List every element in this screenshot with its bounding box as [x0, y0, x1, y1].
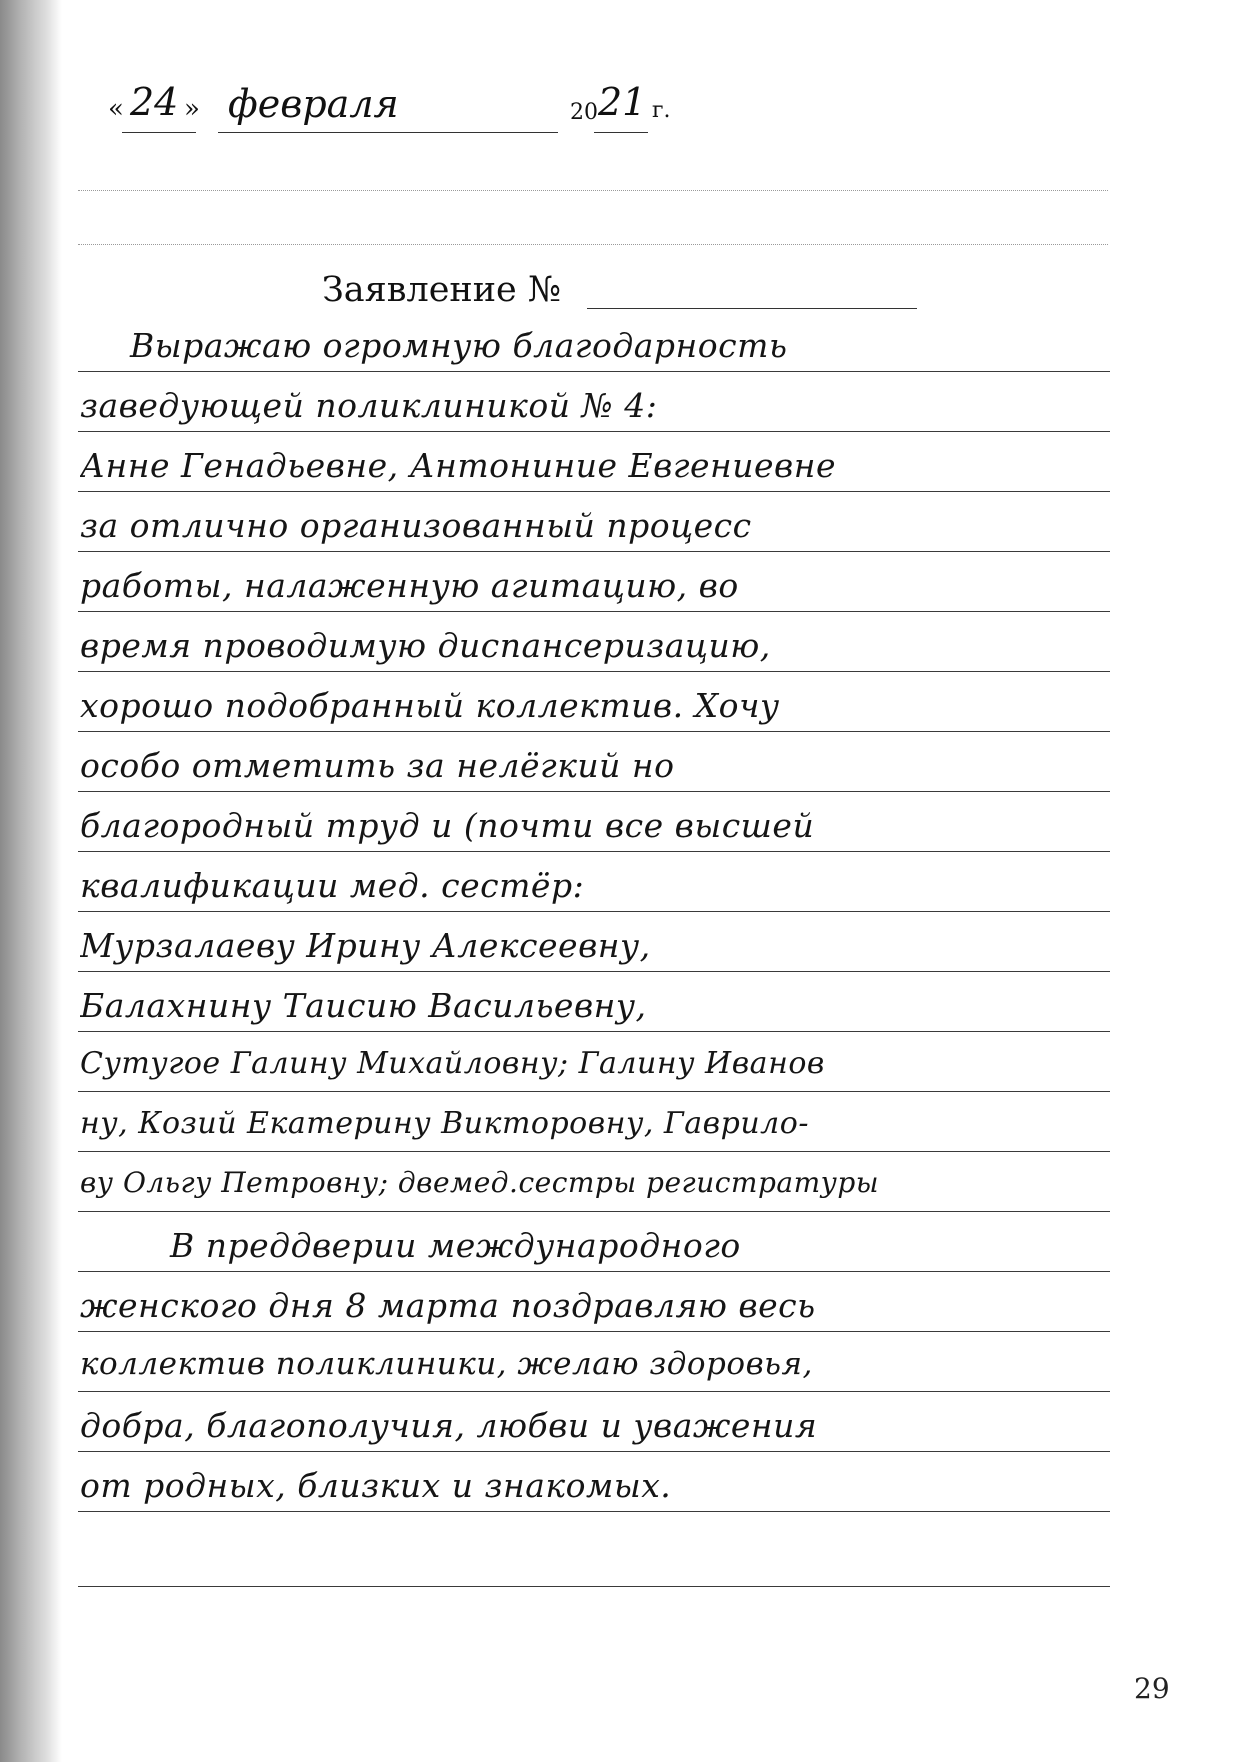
body-line-1: Выражаю огромную благодарность: [130, 326, 788, 365]
body-line-2: заведующей поликлиникой № 4:: [80, 386, 658, 425]
date-day-underline: [122, 132, 196, 133]
date-month: февраля: [228, 82, 399, 126]
body-line-19: добра, благополучия, любви и уважения: [80, 1406, 818, 1445]
body-line-9: благородный труд и (почти все высшей: [80, 806, 815, 845]
dotted-line-1: [78, 190, 1108, 191]
dotted-line-2: [78, 244, 1108, 245]
body-line-7: хорошо подобранный коллектив. Хочу: [80, 686, 780, 725]
body-line-17: женского дня 8 марта поздравляю весь: [80, 1286, 816, 1325]
date-year-unit: г.: [652, 98, 671, 123]
body-line-10: квалификации мед. сестёр:: [80, 866, 585, 905]
statement-number-underline: [587, 308, 917, 309]
date-year-prefix: 20: [570, 100, 598, 125]
date-open-quote: «: [108, 94, 124, 124]
ruled-line: [78, 1586, 1110, 1587]
body-line-16: В преддверии международного: [170, 1226, 741, 1265]
date-field: [78, 80, 698, 140]
body-line-4: за отлично организованный процесс: [80, 506, 752, 545]
body-line-14: ну, Козий Екатерину Викторовну, Гаврило-: [80, 1106, 809, 1141]
statement-title-label: Заявление №: [322, 270, 562, 310]
body-line-5: работы, налаженную агитацию, во: [80, 566, 739, 605]
body-line-8: особо отметить за нелёгкий но: [80, 746, 675, 785]
body-line-13: Сутугое Галину Михайловну; Галину Иванов: [80, 1046, 825, 1081]
page-number: 29: [1134, 1672, 1170, 1705]
body-line-3: Анне Генадьевне, Антониние Евгениевне: [80, 446, 837, 485]
body-line-18: коллектив поликлиники, желаю здоровья,: [80, 1346, 813, 1382]
date-close-quote: »: [184, 94, 200, 124]
body-line-20: от родных, близких и знакомых.: [80, 1466, 672, 1505]
date-year-underline: [594, 132, 648, 133]
binding-shadow: [0, 0, 62, 1762]
body-line-11: Мурзалаеву Ирину Алексеевну,: [80, 926, 651, 965]
body-line-15: ву Ольгу Петровну; двемед.сестры регистратуры: [80, 1166, 880, 1199]
date-month-underline: [218, 132, 558, 133]
body-line-6: время проводимую диспансеризацию,: [80, 626, 771, 665]
date-day: 24: [130, 80, 179, 124]
date-year-suffix: 21: [598, 80, 647, 124]
body-line-12: Балахнину Таисию Васильевну,: [80, 986, 647, 1025]
statement-title: [322, 268, 942, 318]
